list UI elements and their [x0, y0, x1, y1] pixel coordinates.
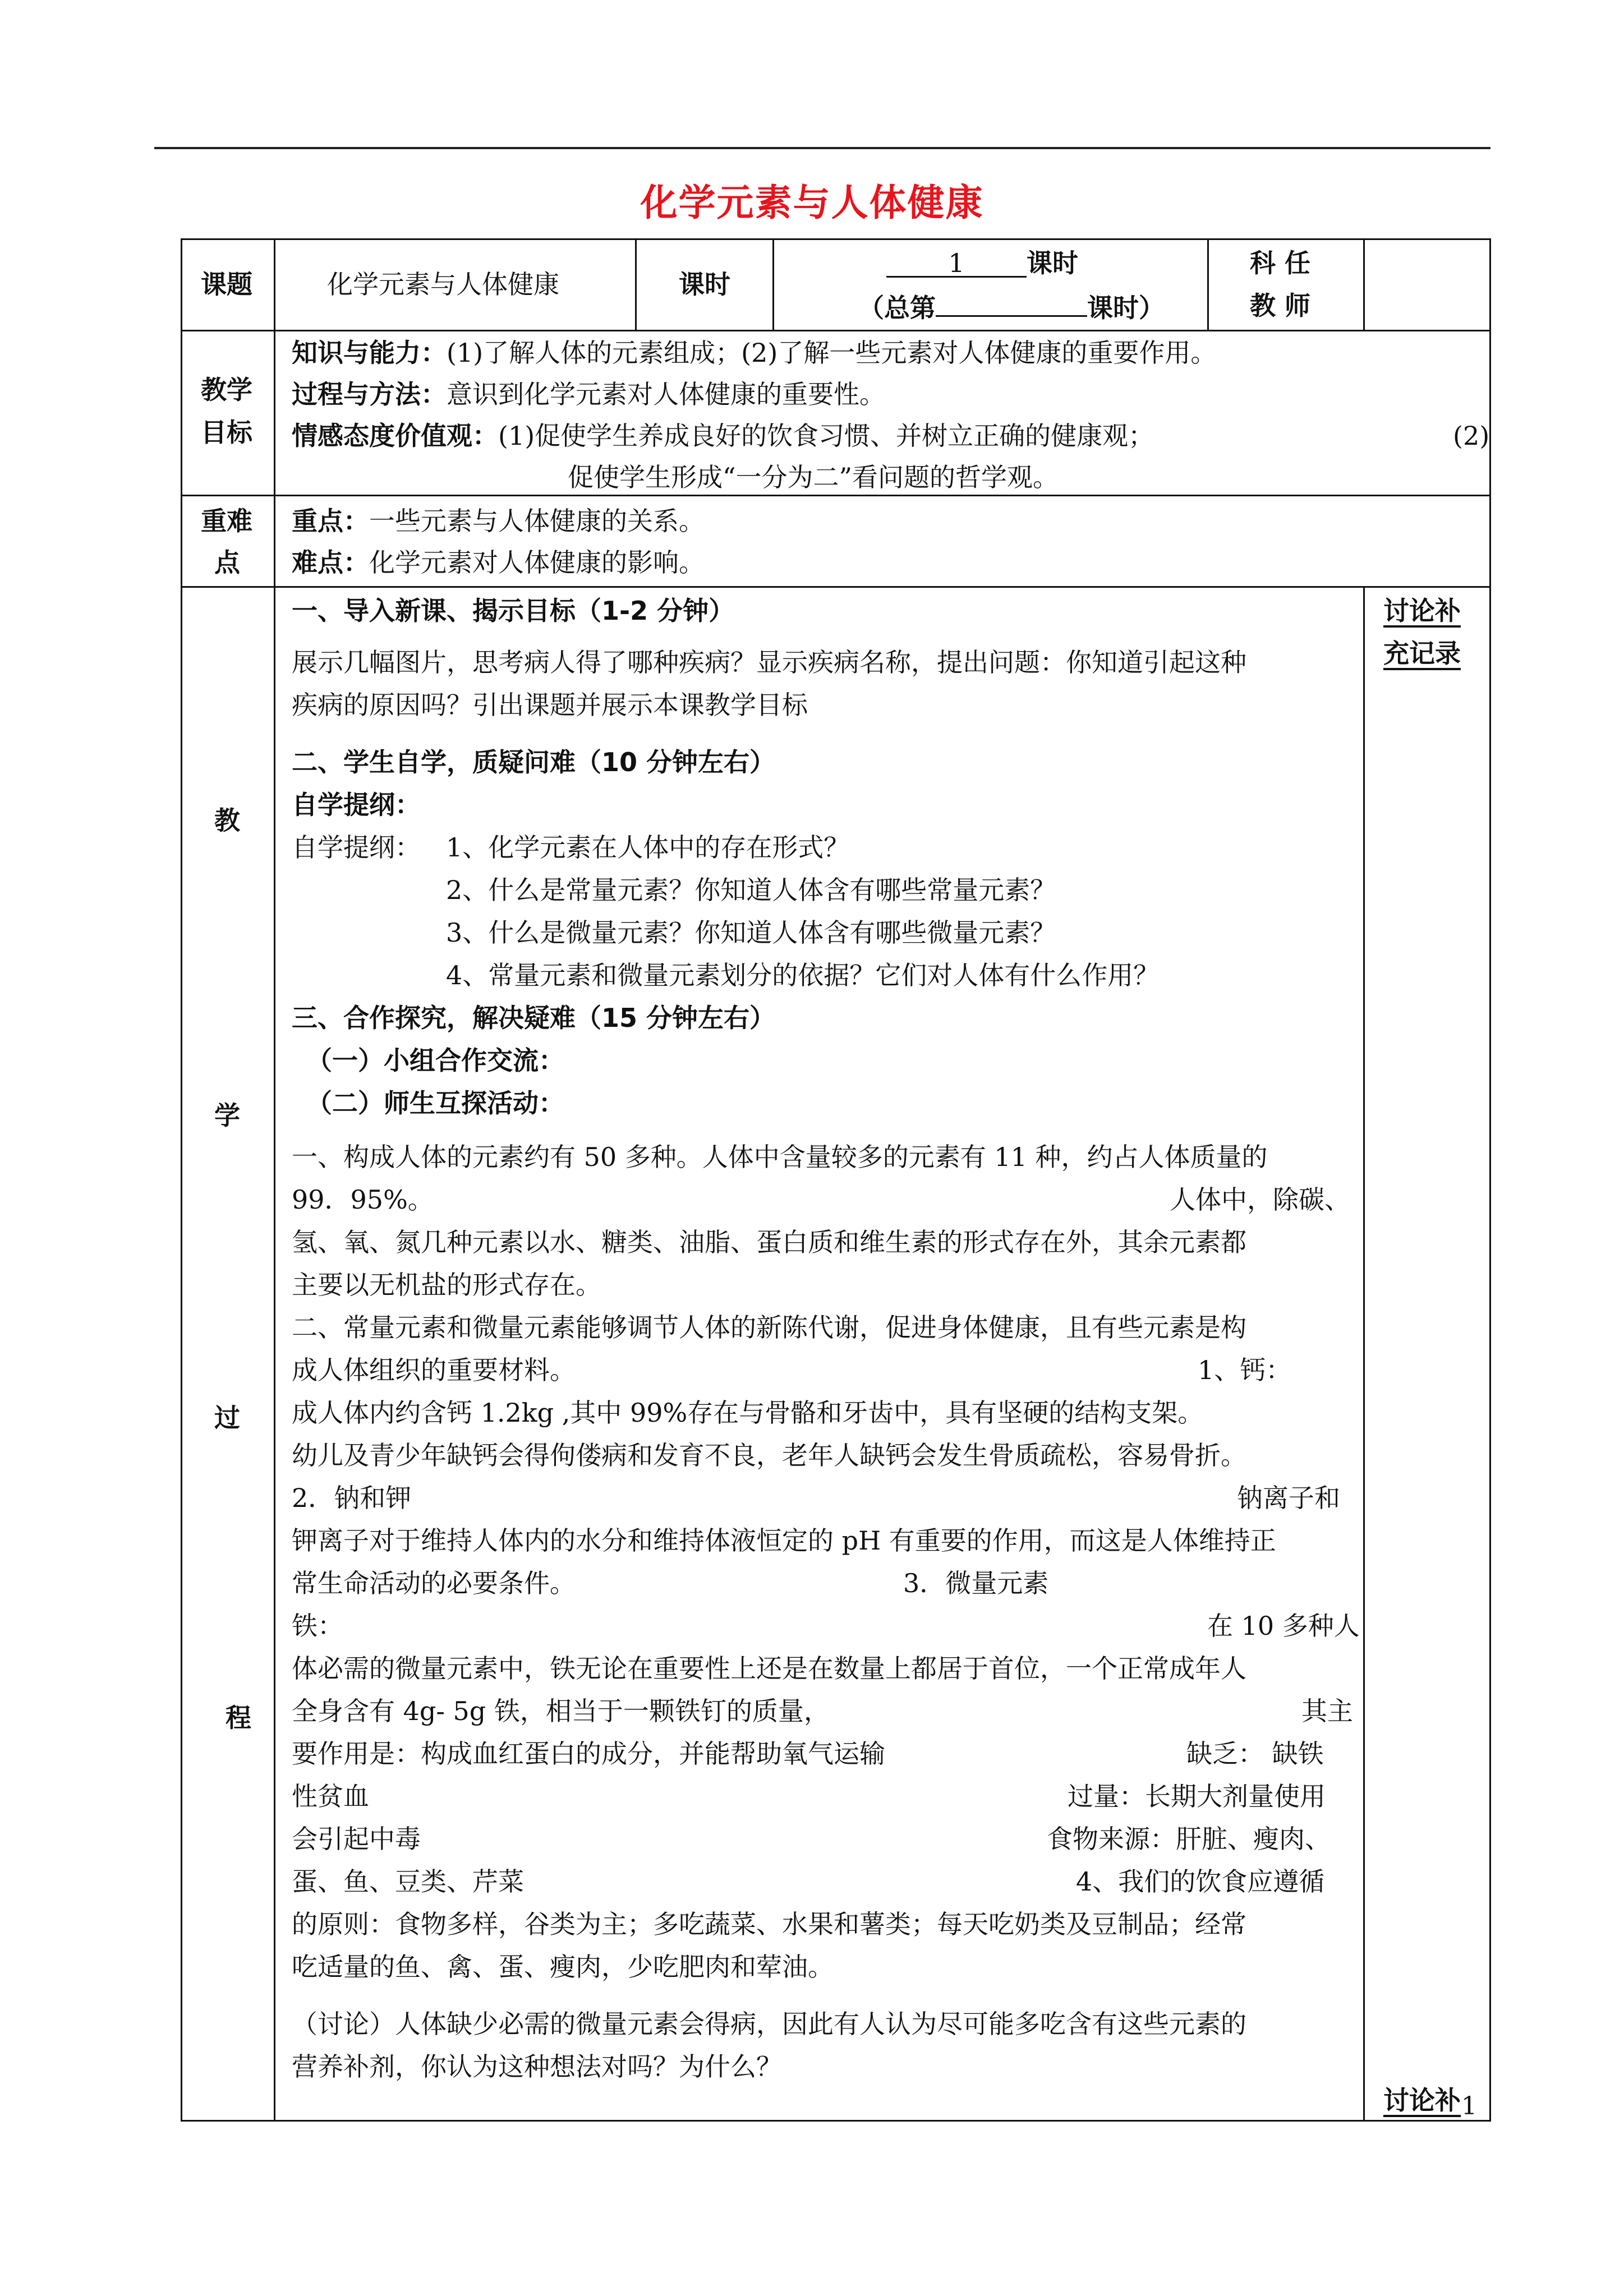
difficult-point: 难点：化学元素对人体健康的影响。	[292, 547, 705, 578]
teacher-label-1: 科 任	[1250, 248, 1311, 278]
subheading: （二）师生互探活动：	[306, 1088, 564, 1118]
objectives-label-2: 目标	[201, 417, 252, 448]
table-border-top	[181, 238, 1491, 240]
outline-question: 4、常量元素和微量元素划分的依据？它们对人体有什么作用？	[446, 960, 1160, 990]
total-close: 课时）	[1087, 293, 1165, 323]
body-line: 3．微量元素	[903, 1568, 1049, 1598]
process-label-char: 学	[214, 1100, 240, 1131]
body-line: 钾离子对于维持人体内的水分和维持体液恒定的 pH 有重要的作用，而这是人体维持正	[292, 1525, 1276, 1556]
table-border-left	[181, 238, 182, 2122]
period-unit: 课时	[1027, 248, 1078, 278]
objective-knowledge: 知识与能力：(1)了解人体的元素组成；(2)了解一些元素对人体健康的重要作用。	[292, 338, 1217, 368]
body-line: 营养补剂，你认为这种想法对吗？为什么？	[292, 2051, 782, 2082]
body-line: 氢、氧、氮几种元素以水、糖类、油脂、蛋白质和维生素的形式存在外，其余元素都	[292, 1227, 1246, 1257]
process-label-char: 教	[214, 805, 240, 836]
body-line: 铁：	[292, 1611, 343, 1641]
body-line: 一、构成人体的元素约有 50 多种。人体中含量较多的元素有 11 种，约占人体质量的	[292, 1142, 1268, 1172]
body-line: 蛋、鱼、豆类、芹菜	[292, 1866, 524, 1897]
body-line: 钠离子和	[1237, 1483, 1340, 1513]
outline-prefix: 自学提纲：	[292, 832, 421, 863]
body-line: 主要以无机盐的形式存在。	[292, 1270, 601, 1300]
outline-question: 2、什么是常量元素？你知道人体含有哪些常量元素？	[446, 875, 1056, 905]
body-line: 食物来源：肝脏、瘦肉、	[1047, 1824, 1331, 1854]
side-note-2: 充记录	[1383, 638, 1461, 668]
subheading: （一）小组合作交流：	[306, 1045, 564, 1076]
column-divider	[1207, 238, 1209, 330]
body-line: 展示几幅图片，思考病人得了哪种疾病？显示疾病名称，提出问题：你知道引起这种	[292, 647, 1246, 677]
section-heading: 二、学生自学，质疑问难（10 分钟左右）	[292, 747, 776, 777]
body-line: 全身含有 4g- 5g 铁，相当于一颗铁钉的质量，	[292, 1696, 830, 1726]
page-title: 化学元素与人体健康	[640, 181, 984, 224]
table-border-right	[1489, 238, 1491, 2122]
objective-emotion-line2: 促使学生形成“一分为二”看问题的哲学观。	[568, 462, 1059, 492]
body-line: 缺乏： 缺铁	[1186, 1739, 1324, 1769]
row-divider	[181, 330, 1491, 331]
teacher-label-2: 教 师	[1250, 291, 1311, 321]
period-number: 1	[886, 250, 1027, 278]
body-line: 要作用是：构成血红蛋白的成分，并能帮助氧气运输	[292, 1739, 885, 1769]
objective-emotion: 情感态度价值观：(1)促使学生养成良好的饮食习惯、并树立正确的健康观；	[292, 421, 1154, 451]
keypoints-label-2: 点	[214, 547, 240, 578]
page-number: 1	[1461, 2092, 1477, 2120]
row-divider	[181, 586, 1491, 588]
topic-label: 课题	[201, 269, 252, 299]
body-line: 2．钠和钾	[292, 1483, 412, 1513]
body-line: 成人体内约含钙 1.2kg ,其中 99%存在与骨骼和牙齿中，具有坚硬的结构支架。	[292, 1398, 1204, 1428]
section-heading: 三、合作探究，解决疑难（15 分钟左右）	[292, 1003, 776, 1033]
table-border-bottom	[181, 2120, 1491, 2122]
process-label-char: 程	[226, 1703, 251, 1733]
body-line: （讨论）人体缺少必需的微量元素会得病，因此有人认为尽可能多吃含有这些元素的	[292, 2009, 1246, 2039]
row-divider	[181, 495, 1491, 496]
column-divider	[635, 238, 637, 330]
body-line: 吃适量的鱼、禽、蛋、瘦肉，少吃肥肉和荤油。	[292, 1952, 834, 1982]
body-line: 在 10 多种人	[1207, 1611, 1360, 1641]
body-line: 4、我们的饮食应遵循	[1076, 1866, 1325, 1897]
key-point: 重点：一些元素与人体健康的关系。	[292, 506, 705, 536]
body-line: 的原则：食物多样，谷类为主；多吃蔬菜、水果和薯类；每天吃奶类及豆制品；经常	[292, 1909, 1246, 1939]
body-line: 幼儿及青少年缺钙会得佝偻病和发育不良，老年人缺钙会发生骨质疏松，容易骨折。	[292, 1440, 1246, 1470]
body-line: 成人体组织的重要材料。	[292, 1355, 576, 1385]
body-line: 疾病的原因吗？引出课题并展示本课教学目标	[292, 690, 808, 720]
period-count	[886, 250, 1078, 278]
side-note-bottom: 讨论补	[1383, 2085, 1461, 2115]
objectives-label-1: 教学	[201, 375, 252, 405]
body-line: 性贫血	[292, 1781, 369, 1811]
body-line: 过量：长期大剂量使用	[1068, 1781, 1326, 1811]
body-line: 1、钙：	[1198, 1355, 1292, 1385]
subheading: 自学提纲：	[292, 790, 421, 820]
body-line: 常生命活动的必要条件。	[292, 1568, 576, 1598]
body-line: 会引起中毒	[292, 1824, 421, 1854]
objective-emotion-tail: (2)	[1453, 421, 1490, 451]
side-note-1: 讨论补	[1383, 596, 1461, 626]
body-line: 体必需的微量元素中，铁无论在重要性上还是在数量上都居于首位，一个正常成年人	[292, 1653, 1246, 1684]
body-line: 二、常量元素和微量元素能够调节人体的新陈代谢，促进身体健康，且有些元素是构	[292, 1312, 1246, 1343]
body-line: 99．95%。	[292, 1184, 434, 1215]
objective-process: 过程与方法：意识到化学元素对人体健康的重要性。	[292, 379, 885, 409]
body-line: 其主	[1301, 1696, 1353, 1726]
total-periods	[858, 293, 1165, 321]
topic-value: 化学元素与人体健康	[327, 269, 559, 299]
total-open: （总第	[858, 293, 936, 323]
outline-question: 1、化学元素在人体中的存在形式？	[446, 832, 850, 863]
period-label: 课时	[679, 269, 730, 299]
column-divider	[274, 238, 275, 2122]
column-divider	[1363, 586, 1365, 2122]
total-blank	[936, 293, 1087, 317]
outline-question: 3、什么是微量元素？你知道人体含有哪些微量元素？	[446, 918, 1056, 948]
column-divider	[1363, 238, 1365, 330]
keypoints-label-1: 重难	[201, 506, 252, 536]
section-heading: 一、导入新课、揭示目标（1-2 分钟）	[292, 596, 735, 626]
column-divider	[772, 238, 774, 330]
body-line: 人体中，除碳、	[1170, 1184, 1350, 1215]
process-label-char: 过	[214, 1403, 240, 1433]
